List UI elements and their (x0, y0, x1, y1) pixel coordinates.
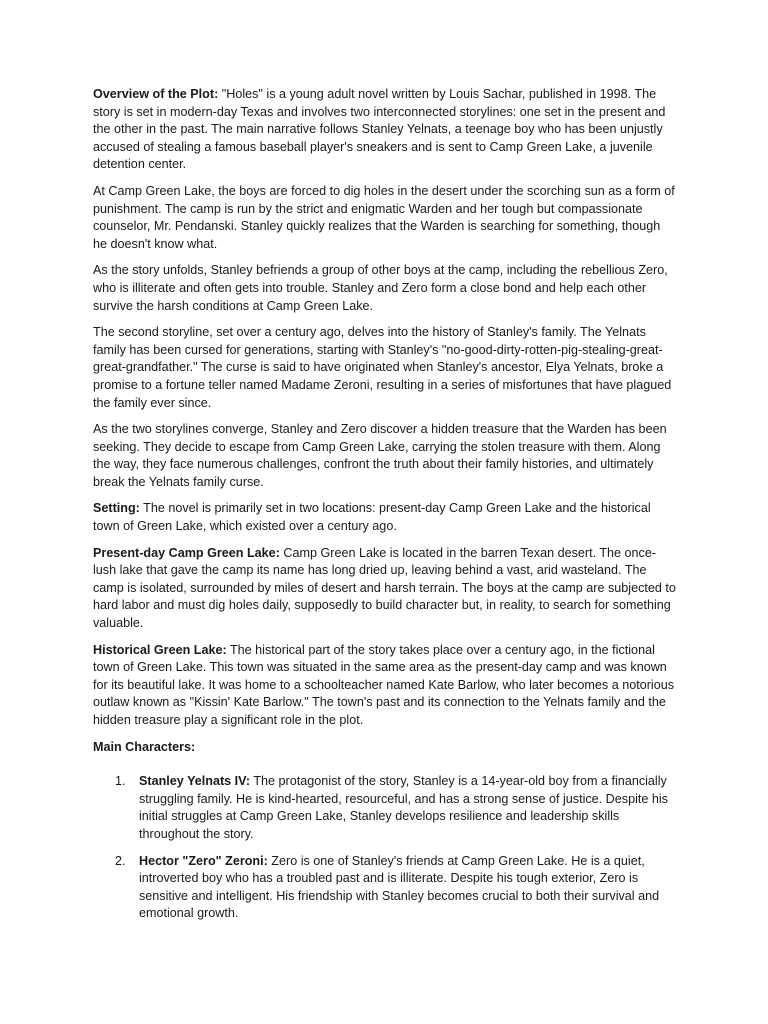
paragraph-text: The historical part of the story takes place over a century ago, in the fictional town of Green Lake. This town was situated in the same area as the present-day camp and was known for its beautiful lake. It was home to a schoolteacher named Kate Barlow, who later becomes a notorious outlaw known as "Kissin' Kate Barlow." The town's past and its connection to the Yelnats family and the hidden treasure play a significant role in the plot. (93, 642, 675, 727)
character-description: The protagonist of the story, Stanley is a 14-year-old boy from a financially struggling family. He is kind-hearted, resourceful, and has a strong sense of justice. Despite his initial struggles at Camp Green Lake, Stanley develops resilience and leadership skills throughout the story. (139, 774, 668, 841)
family-history-paragraph (93, 324, 677, 412)
list-item (93, 853, 677, 923)
character-name: Hector "Zero" Zeroni: (139, 853, 268, 868)
paragraph-text: The novel is primarily set in two locations: present-day Camp Green Lake and the historical town of Green Lake, which existed over a century ago. (93, 501, 651, 534)
paragraph-label: Present-day Camp Green Lake: (93, 545, 280, 560)
paragraph-text: As the story unfolds, Stanley befriends a group of other boys at the camp, including the rebellious Zero, who is illiterate and often gets into trouble. Stanley and Zero form a close bond and help each other survive the harsh conditions at Camp Green Lake. (93, 263, 668, 313)
list-number: 1. (115, 774, 126, 789)
present-day-paragraph (93, 545, 677, 633)
list-item (93, 773, 677, 843)
camp-paragraph (93, 183, 677, 253)
friendship-paragraph (93, 262, 677, 315)
main-characters-heading: Main Characters: (93, 739, 196, 754)
paragraph-label: Historical Green Lake: (93, 642, 227, 657)
paragraph-label: Overview of the Plot: (93, 87, 219, 101)
paragraph-text: The second storyline, set over a century ago, delves into the history of Stanley's family. The Yelnats family has been cursed for generations, starting with Stanley's "no-good-dirty-rotten-pig-stealing-great-great-grandfather." The curse is said to have originated when Stanley's ancestor, Elya Yelnats, broke a promise to a fortune teller named Madame Zeroni, resulting in a series of misfortunes that have plagued the family ever since. (93, 325, 672, 410)
paragraph-text: At Camp Green Lake, the boys are forced to dig holes in the desert under the scorching sun as a form of punishment. The camp is run by the strict and enigmatic Warden and her tough but compassionate counselor, Mr. Pendanski. Stanley quickly realizes that the Warden is searching for something, though he doesn't know what. (93, 183, 675, 251)
paragraph-label: Setting: (93, 501, 140, 516)
paragraph-text: As the two storylines converge, Stanley and Zero discover a hidden treasure that the Warden has been seeking. They decide to escape from Camp Green Lake, carrying the stolen treasure with them. Along the way, they face numerous challenges, confront the truth about their family histories, and ultimately break the Yelnats family curse. (93, 422, 667, 489)
setting-paragraph (93, 500, 677, 535)
list-number: 2. (115, 853, 126, 868)
character-description: Zero is one of Stanley's friends at Camp Green Lake. He is a quiet, introverted boy who has a troubled past and is illiterate. Despite his tough exterior, Zero is sensitive and intelligent. His friendship with Stanley becomes crucial to both their survival and emotional growth. (139, 853, 660, 921)
paragraph-text: Camp Green Lake is located in the barren Texan desert. The once-lush lake that gave the camp its name has long dried up, leaving behind a vast, arid wasteland. The camp is isolated, surrounded by miles of desert and harsh terrain. The boys at the camp are subjected to hard labor and must dig holes daily, supposedly to build character but, in reality, to search for something valuable. (93, 545, 676, 631)
historical-paragraph (93, 642, 677, 730)
document-page (93, 86, 677, 932)
converge-paragraph (93, 421, 677, 491)
paragraph-text: "Holes" is a young adult novel written by Louis Sachar, published in 1998. The story is set in modern-day Texas and involves two interconnected storylines: one set in the present and the other in the past. The main narrative follows Stanley Yelnats, a teenage boy who has been unjustly accused of stealing a famous baseball player's sneakers and is sent to Camp Green Lake, a juvenile detention center. (93, 87, 666, 172)
character-name: Stanley Yelnats IV: (139, 774, 251, 789)
characters-list (93, 773, 677, 923)
plot-overview-paragraph (93, 86, 677, 174)
